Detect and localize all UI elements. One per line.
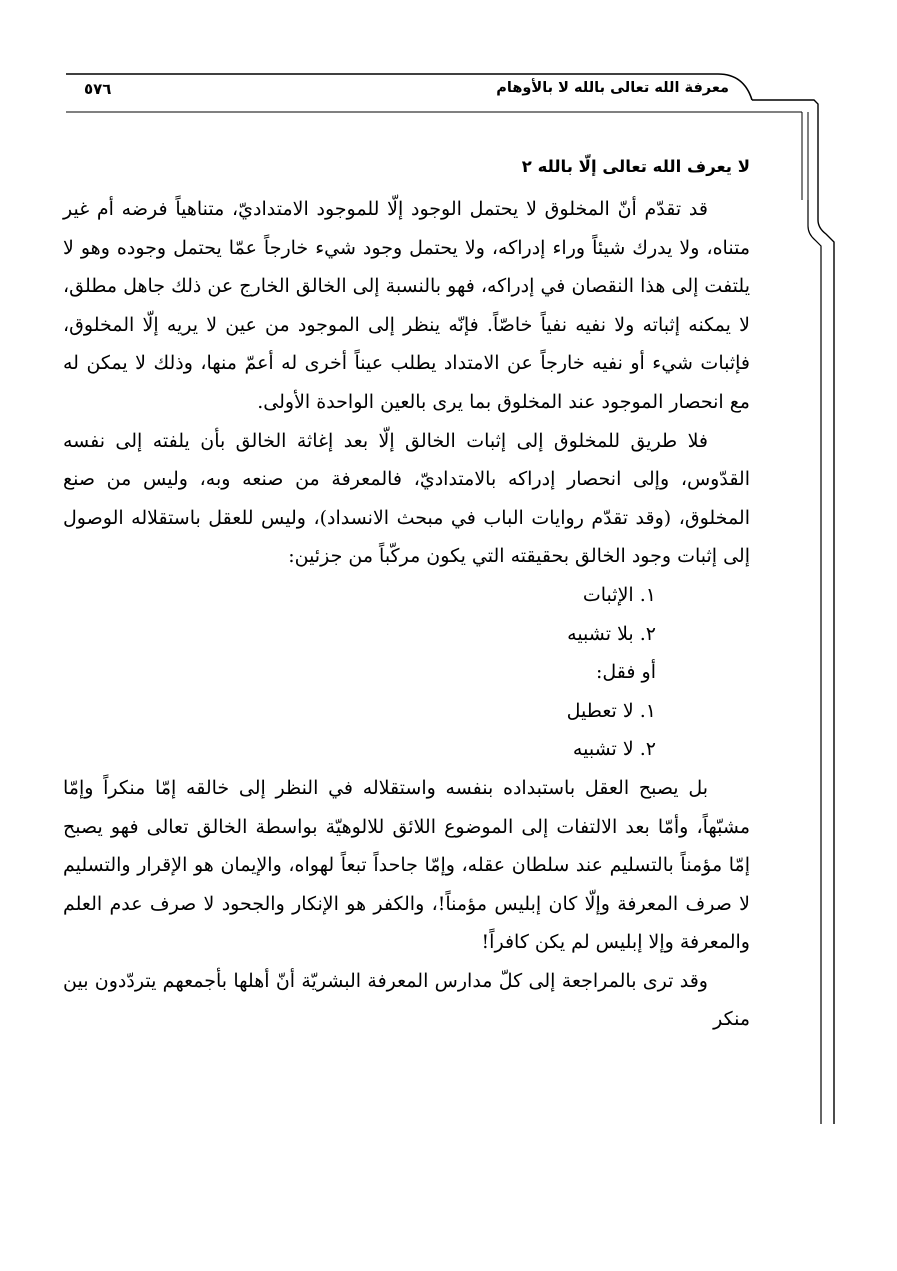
paragraph-1: قد تقدّم أنّ المخلوق لا يحتمل الوجود إلّا للموجود الامتداديّ، متناهياً فرضه أم غير متناه، ولا يدرك شيئاً وراء إدراكه، ولا يحتمل وجود شيء خارجاً عمّا يحتمل وجوده وهو لا يلتفت إلى هذا النقصان في إدراكه، فهو بالنسبة إلى الخالق الخارج عن ذلك جاهل مطلق، لا يمكنه إثباته ولا نفيه نفياً خاصّاً. فإنّه ينظر إلى الموجود من عين لا يريه إلّا المخلوق، فإثبات شيء أو نفيه خارجاً عن الامتداد يطلب عيناً أخرى له أعمّ منها، وذلك لا يمكن له مع انحصار الموجود عند المخلوق بما يرى بالعين الواحدة الأولى. (63, 198, 750, 413)
list-item: ٢. بلا تشبيه (567, 622, 656, 645)
page-number: ٥٧٦ (84, 80, 112, 98)
list-item: ٢. لا تشبيه (572, 738, 656, 761)
paragraph-3: بل يصبح العقل باستبداده بنفسه واستقلاله في النظر إلى خالقه إمّا منكراً وإمّا مشبّهاً، وأمّا بعد الالتفات إلى الموضوع اللائق للالوهيّة بواسطة الخالق تعالى فهو يصبح إمّا مؤمناً بالتسليم عند سلطان عقله، وإمّا جاحداً تبعاً لهواه، والإيمان هو الإقرار والتسليم لا صرف المعرفة وإلّا كان إبليس مؤمناً!، والكفر هو الإنكار والجحود لا صرف عدم العلم والمعرفة وإلا إبليس لم يكن كافراً! (63, 776, 750, 954)
list-item: ١. لا تعطيل (566, 699, 656, 722)
paragraph-2: فلا طريق للمخلوق إلى إثبات الخالق إلّا بعد إغاثة الخالق بأن يلفته إلى نفسه القدّوس، وإلى انحصار إدراكه بالامتداديّ، فالمعرفة من صنعه وبه، وليس من صنع المخلوق، (وقد تقدّم روايات الباب في مبحث الانسداد)، وليس للعقل باستقلاله الوصول إلى إثبات وجود الخالق بحقيقته التي يكون مركّباً من جزئين: (63, 429, 750, 568)
margin-rule-mid (808, 200, 821, 1124)
paragraph-4: وقد ترى بالمراجعة إلى كلّ مدارس المعرفة البشريّة أنّ أهلها بأجمعهم يتردّدون بين منكر (63, 969, 750, 1031)
or-say-line: أو فقل: (596, 661, 656, 684)
page-body (63, 152, 750, 1039)
list-item: ١. الإثبات (582, 583, 656, 606)
margin-bracket (752, 100, 834, 1124)
section-heading: لا يعرف الله تعالى إلّا بالله ٢ (521, 157, 750, 176)
running-header-title: معرفة الله تعالى بالله لا بالأوهام (496, 80, 729, 96)
